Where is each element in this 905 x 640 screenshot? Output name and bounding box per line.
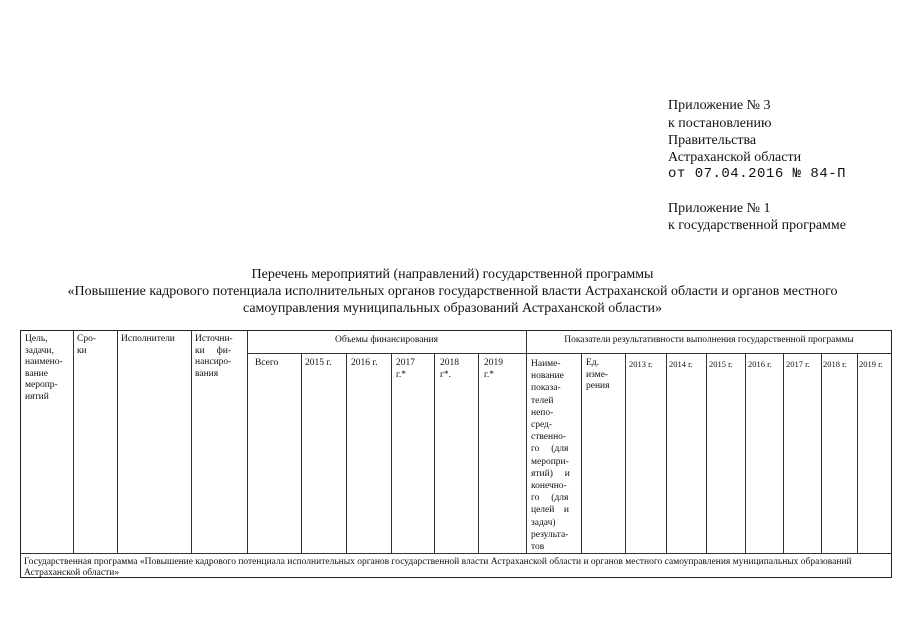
decree-date-number: от 07.04.2016 № 84-П [668,166,847,182]
appendix-3-line-3: Правительства [668,133,757,148]
measures-table [20,330,892,578]
fund-2018-header: 2018 г*. [440,358,459,380]
fund-2016-header: 2016 г. [351,358,378,368]
grid-line [478,353,479,553]
appendix-3-line-2: к постановлению [668,116,772,131]
grid-line [117,331,118,553]
col-executors-header: Исполнители [121,334,175,344]
col-goal-header: Цель, задачи, наимено- вание меропр- иятий [25,334,63,402]
ind-2013-header: 2013 г. [629,359,653,369]
grid-line [783,353,784,553]
grid-line [821,353,822,553]
indicator-unit-header: Ед. изме- рения [586,358,610,391]
document-title-line-3: самоуправления муниципальных образований Астраханской области» [242,301,663,316]
ind-2018-header: 2018 г. [823,359,847,369]
grid-line [21,553,892,554]
grid-line [247,353,892,354]
grid-line [191,331,192,553]
document-title-line-2: «Повышение кадрового потенциала исполнительных органов государственной власти Астраханской области и органов местного [67,284,838,299]
indicators-group-header: Показатели результативности выполнения государственной программы [564,335,854,345]
ind-2016-header: 2016 г. [748,359,772,369]
funding-group-header: Объемы финансирования [335,335,438,345]
document-title-line-1: Перечень мероприятий (направлений) государственной программы [251,267,654,282]
fund-2019-header: 2019 г.* [484,358,503,380]
grid-line [301,353,302,553]
grid-line [247,331,248,553]
ind-2017-header: 2017 г. [786,359,810,369]
grid-line [857,353,858,553]
appendix-3-title: Приложение № 3 [668,98,771,113]
grid-line [434,353,435,553]
appendix-1-line-2: к государственной программе [668,218,846,233]
col-terms-header: Сро- ки [77,334,96,356]
grid-line [745,353,746,553]
grid-line [706,353,707,553]
grid-line [625,353,626,553]
ind-2014-header: 2014 г. [669,359,693,369]
grid-line [581,353,582,553]
grid-line [346,353,347,553]
fund-2017-header: 2017 г.* [396,358,415,380]
fund-2015-header: 2015 г. [305,358,332,368]
indicator-name-header: Наиме- нование показа- телей непо- сред- ственно- го (для меропри- ятий) и конечно- го (для целей и задач) результа- тов [531,359,570,553]
grid-line [391,353,392,553]
ind-2015-header: 2015 г. [709,359,733,369]
grid-line [526,331,527,553]
grid-line [73,331,74,553]
appendix-3-line-4: Астраханской области [668,150,802,165]
ind-2019-header: 2019 г. [859,359,883,369]
appendix-1-title: Приложение № 1 [668,201,771,216]
fund-total-header: Всего [255,358,279,368]
col-sources-header: Источни- ки фи- нансиро- вания [195,334,233,379]
grid-line [666,353,667,553]
program-row: Государственная программа «Повышение кадрового потенциала исполнительных органов государственной власти Астраханской области и органов местного самоуправления муниципальных образований Астраханской области» [24,557,852,578]
